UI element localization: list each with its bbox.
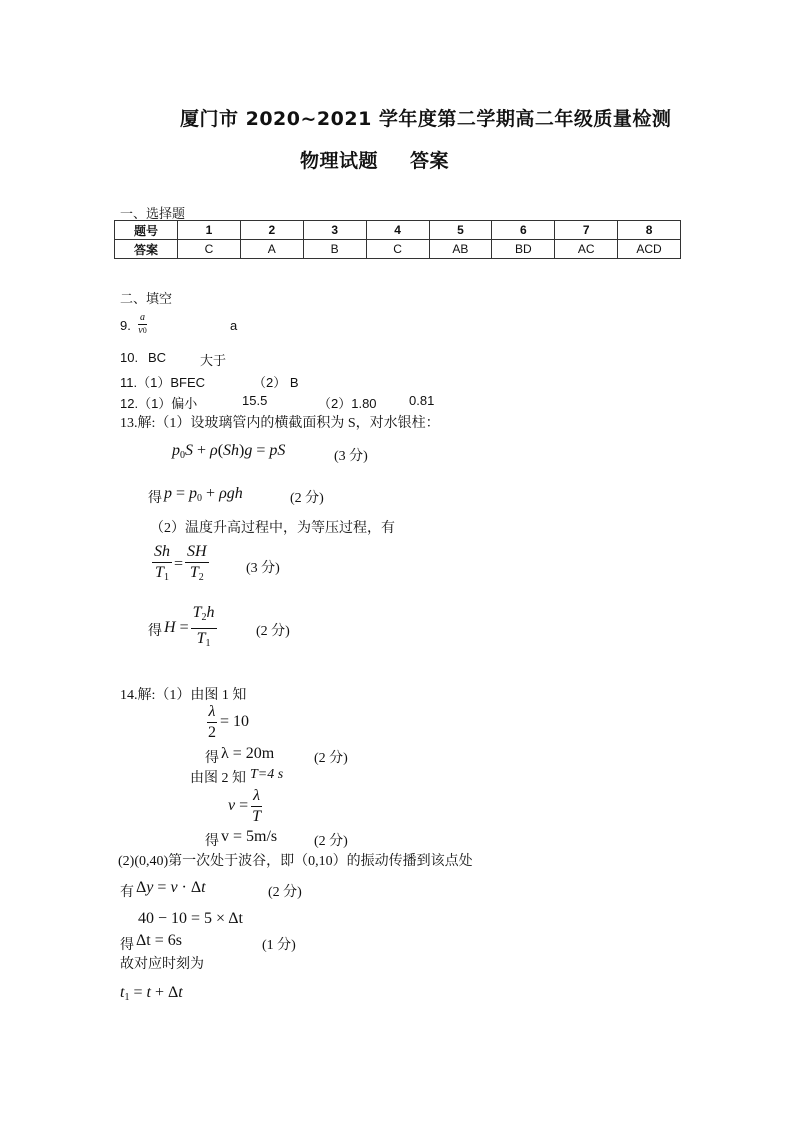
q13-de1: 得 (148, 491, 162, 506)
table-cell: B (303, 240, 366, 259)
table-row-numbers (115, 221, 681, 240)
q13-score3: (3 分) (246, 561, 280, 576)
q14-de1: 得 (205, 751, 219, 766)
q14-fig2: 由图 2 知 (190, 771, 246, 786)
q9-answer: a (230, 318, 238, 333)
page-subtitle-answer: 答案 (410, 150, 450, 172)
q14-score1: (2 分) (314, 751, 348, 766)
q9-frac-num: a (140, 312, 145, 323)
table-cell: AC (555, 240, 618, 259)
q13-score4: (2 分) (256, 624, 290, 639)
table-cell: 6 (492, 221, 555, 240)
table-cell: 4 (366, 221, 429, 240)
q9-number: 9. (120, 318, 131, 333)
q13-part2: （2）温度升高过程中，为等压过程，有 (150, 521, 395, 536)
q14-score4: (1 分) (262, 938, 296, 953)
q9-fraction (138, 312, 147, 337)
q12-part1: 12.（1）偏小 (120, 396, 198, 411)
table-cell: 5 (429, 221, 492, 240)
table-cell: 1 (178, 221, 241, 240)
answer-table (114, 220, 681, 259)
q12-part2: （2）1.80 (318, 396, 377, 411)
table-row-answers (115, 240, 681, 259)
table-cell: 7 (555, 221, 618, 240)
table-cell: C (178, 240, 241, 259)
q13-score2: (2 分) (290, 491, 324, 506)
q14-equation3: v = $\frac{\lambda}{T}$ (228, 787, 262, 825)
q14-de3: 得 (120, 938, 134, 953)
q14-equation7: Δt = 6s (136, 932, 182, 949)
q10-answer1: BC (148, 350, 167, 365)
q14-equation6: 40 − 10 = 5 × Δt (138, 910, 243, 927)
q14-de2: 得 (205, 834, 219, 849)
q14-fig2-value: T=4 s (250, 767, 284, 782)
section-heading-fill: 二、填空 (120, 291, 173, 306)
table-cell: A (240, 240, 303, 259)
table-cell-label: 题号 (115, 221, 178, 240)
q9-frac-den-sub: 0 (142, 326, 147, 335)
table-cell-label: 答案 (115, 240, 178, 259)
q14-conclude: 故对应时刻为 (120, 957, 204, 972)
table-cell: AB (429, 240, 492, 259)
q14-eq1-rhs: = 10 (220, 713, 250, 731)
table-cell: 8 (618, 221, 681, 240)
q11-part1: 11.（1）BFEC (120, 375, 206, 390)
q14-equation8: $t_1 = t + \Delta t$ (120, 984, 183, 1003)
q10-number: 10. (120, 350, 139, 365)
section-heading-choice: 一、选择题 (120, 206, 186, 221)
q14-equation4: v = 5m/s (221, 828, 278, 845)
q14-part2: (2)(0,40)第一次处于波谷，即（0,10）的振动传播到该点处 (118, 854, 473, 869)
table-cell: 3 (303, 221, 366, 240)
table-cell: 2 (240, 221, 303, 240)
q9-frac-den: v (138, 325, 143, 336)
q14-you: 有 (120, 885, 134, 900)
q13-intro: 13.解:（1）设玻璃管内的横截面积为 S，对水银柱： (120, 416, 440, 431)
q11-part2: （2） B (253, 375, 299, 390)
q13-equation3: $\frac{Sh}{T_1}$ = $\frac{SH}{T_2}$ (154, 543, 207, 583)
q13-equation4: H = $\frac{T_2h}{T_1}$ (164, 604, 215, 649)
q14-equation1: $\frac{\lambda}{2}$ = 10 (208, 703, 250, 741)
q14-score3: (2 分) (268, 885, 302, 900)
q10-answer2: 大于 (200, 353, 227, 368)
q13-equation2: $p = p_0 + \rho gh$ (164, 485, 243, 504)
q14-intro: 14.解:（1）由图 1 知 (120, 688, 247, 703)
q14-score2: (2 分) (314, 834, 348, 849)
q13-de2: 得 (148, 624, 162, 639)
q13-score1: (3 分) (334, 449, 368, 464)
q12-part2-val: 0.81 (409, 393, 435, 408)
table-cell: ACD (618, 240, 681, 259)
q14-equation5: Δy = v · Δt (136, 879, 206, 896)
q14-equation2: λ = 20m (221, 745, 275, 762)
table-cell: C (366, 240, 429, 259)
q13-equation1: $p_0S + \rho(Sh)g$ = pS (172, 442, 286, 461)
q12-part1-val: 15.5 (242, 393, 268, 408)
page-title: 厦门市 2020~2021 学年度第二学期高二年级质量检测 (180, 108, 672, 130)
page-subtitle: 物理试题 (300, 150, 379, 172)
table-cell: BD (492, 240, 555, 259)
